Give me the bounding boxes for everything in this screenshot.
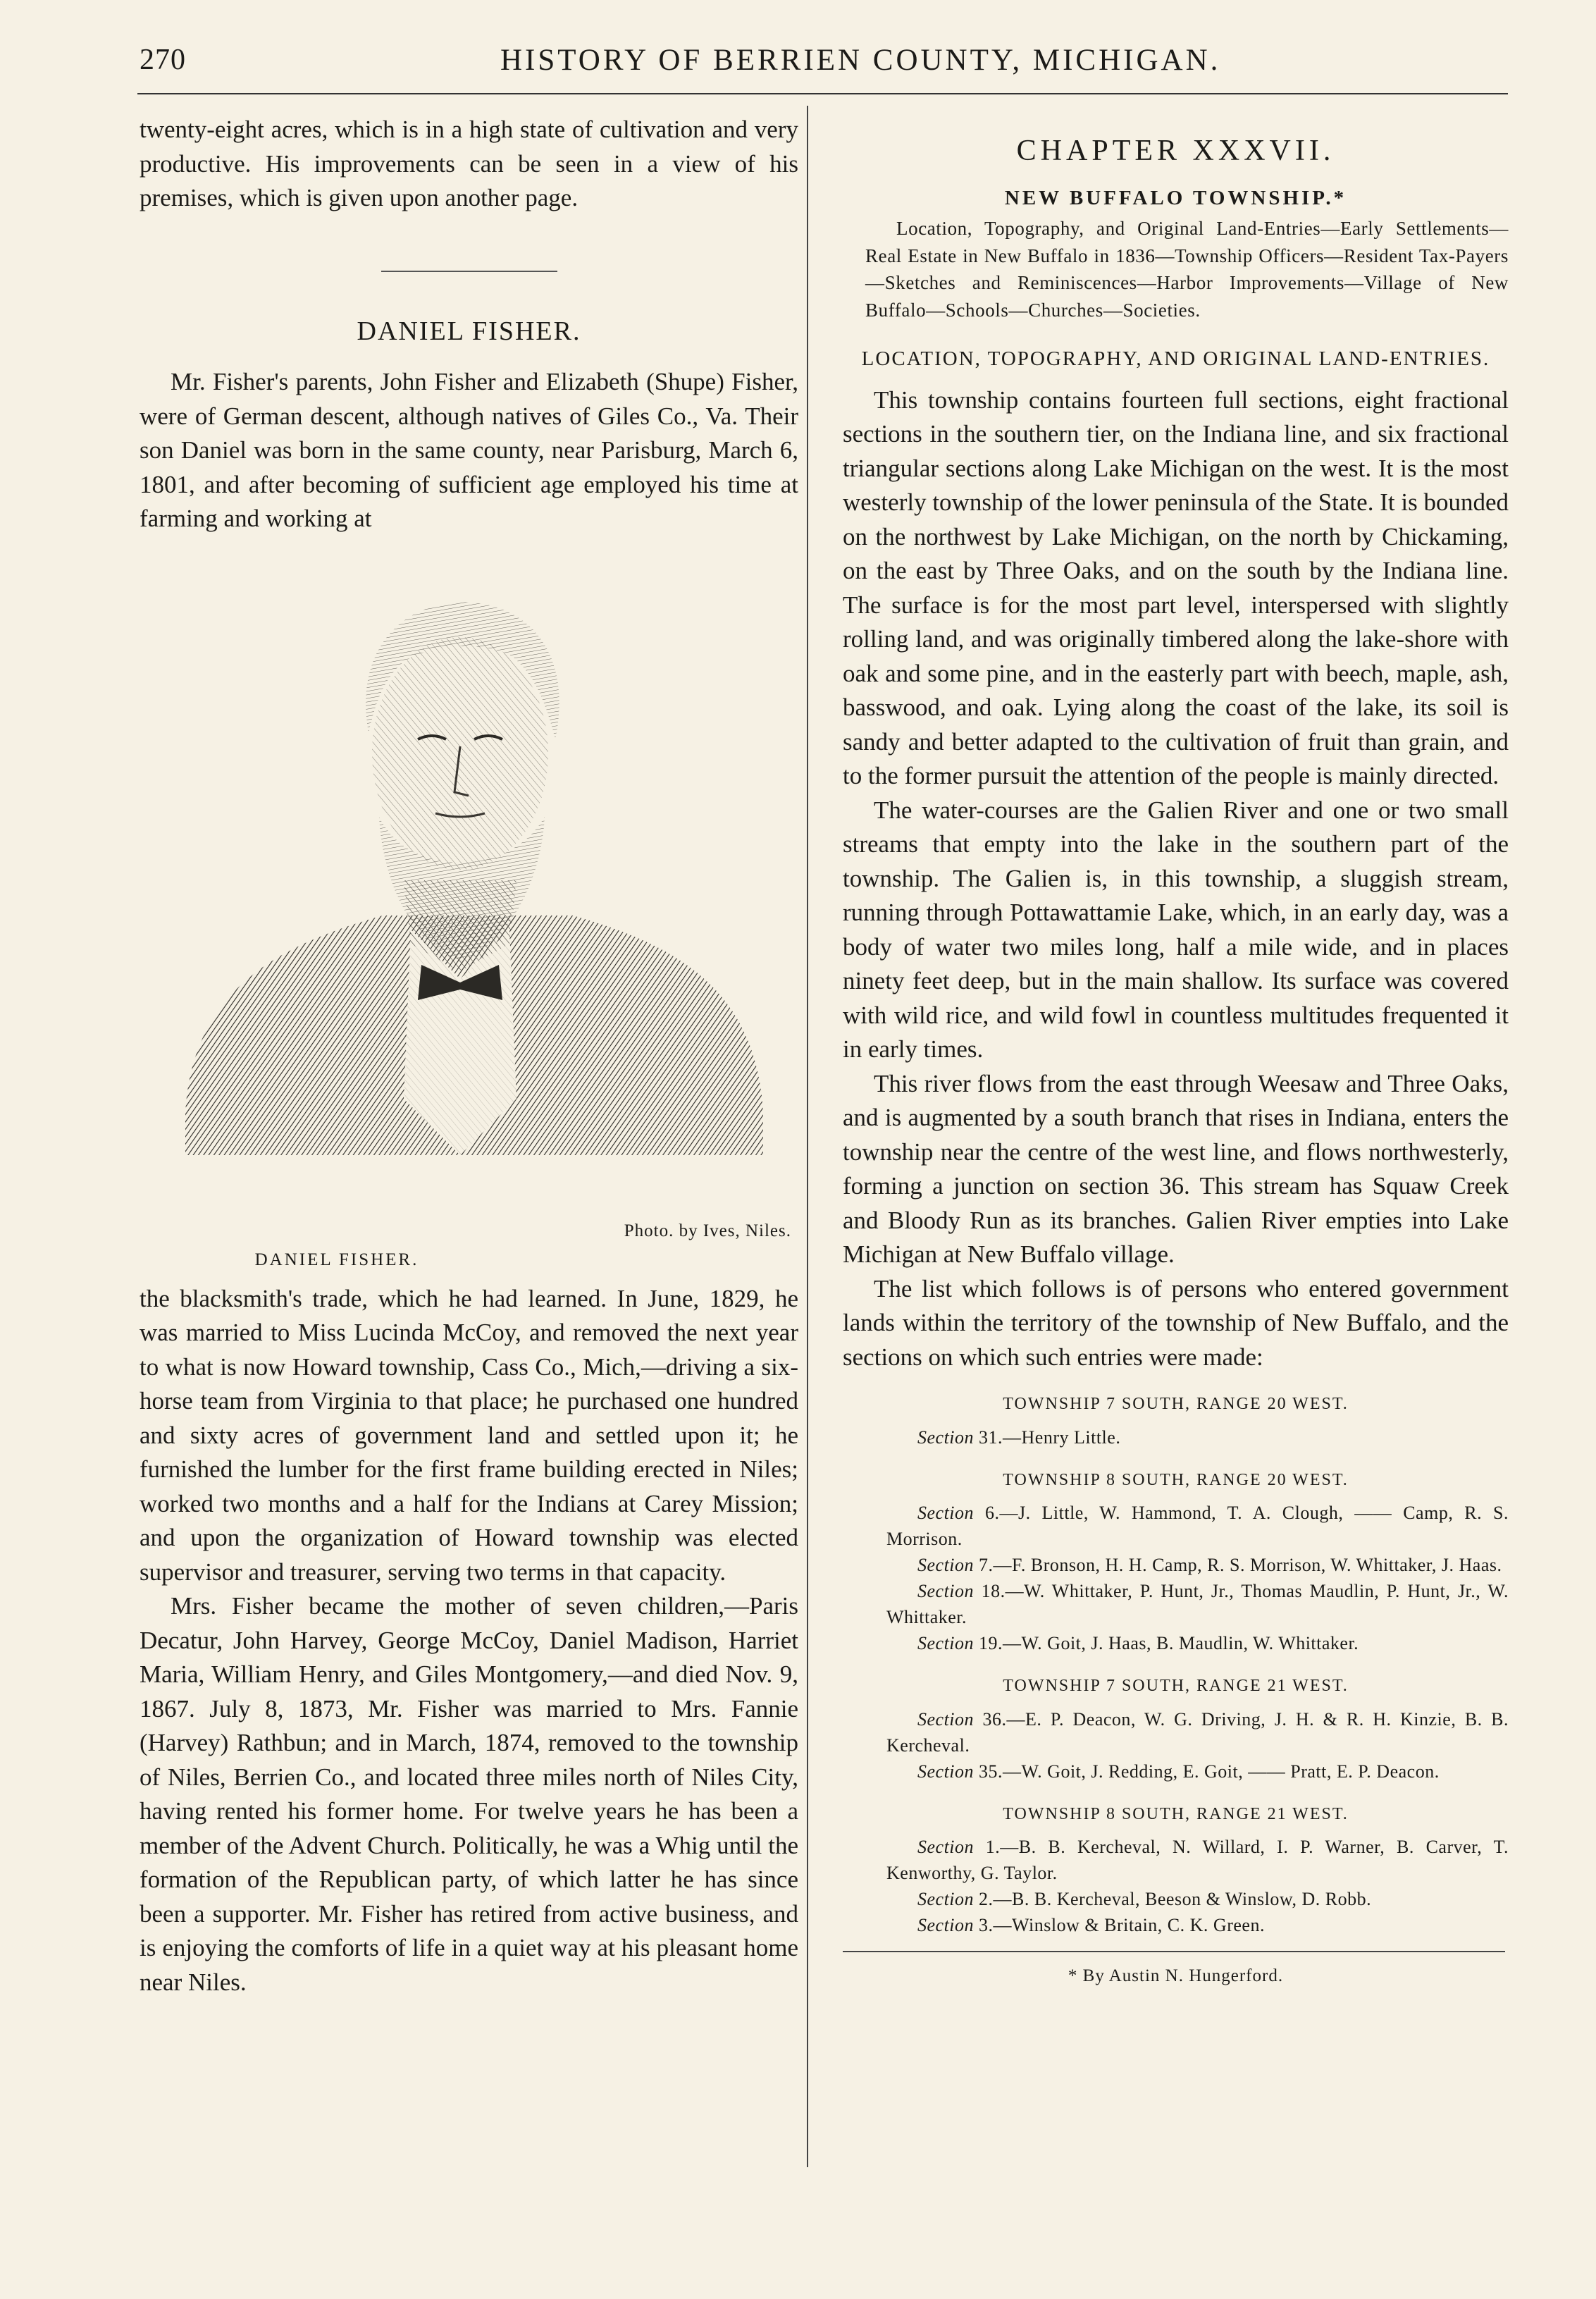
land-group-heading: TOWNSHIP 8 SOUTH, RANGE 20 WEST.	[1003, 1470, 1349, 1489]
portrait-engraving	[178, 549, 770, 1226]
land-group-heading: TOWNSHIP 7 SOUTH, RANGE 21 WEST.	[1003, 1677, 1349, 1695]
footnote-rule	[843, 1951, 1505, 1952]
land-group-heading: TOWNSHIP 8 SOUTH, RANGE 21 WEST.	[1003, 1804, 1349, 1823]
land-entry	[843, 1578, 1509, 1630]
land-entry	[843, 1424, 1509, 1450]
header-rule	[137, 93, 1508, 94]
column-divider	[807, 106, 808, 2167]
land-entry	[843, 1912, 1509, 1938]
entry-text: 7.—F. Bronson, H. H. Camp, R. S. Morrison, W. Whittaker, J. Haas.	[979, 1555, 1502, 1575]
running-title: HISTORY OF BERRIEN COUNTY, MICHIGAN.	[500, 44, 1221, 77]
entry-section-label: Section	[917, 1581, 975, 1601]
land-entry	[843, 1886, 1509, 1912]
section-divider	[381, 271, 557, 272]
entry-text: 31.—Henry Little.	[979, 1426, 1121, 1448]
entry-section-label: Section	[917, 1426, 975, 1448]
left-column	[140, 113, 798, 1999]
entry-section-label: Section	[917, 1633, 975, 1653]
chapter-paragraph-2: The water-courses are the Galien River and one or two small streams that empty into the lake in the southern part of the township. The Galien is, in this township, a sluggish stream, running through Pottawattamie Lake, which, in an early day, was a body of water two miles long, half a mile wide, and in places ninety feet deep, but in the main shallow. Its surface was covered with wild rice, and wild fowl in countless multitudes frequented it in early times.	[843, 796, 1509, 1063]
right-column	[843, 113, 1509, 1994]
land-entry	[843, 1758, 1509, 1785]
portrait-caption: DANIEL FISHER.	[254, 1250, 419, 1269]
entry-text: 2.—B. B. Kercheval, Beeson & Winslow, D. Robb.	[979, 1889, 1372, 1909]
entry-section-label: Section	[917, 1555, 975, 1575]
photo-credit: Photo. by Ives, Niles.	[624, 1221, 791, 1240]
entry-text: 19.—W. Goit, J. Haas, B. Maudlin, W. Whittaker.	[979, 1633, 1359, 1653]
entry-text: 6.—J. Little, W. Hammond, T. A. Clough, —— Camp, R. S. Morrison.	[886, 1503, 1509, 1549]
biography-heading: DANIEL FISHER.	[357, 316, 581, 346]
biography-paragraph-2: the blacksmith's trade, which he had learned. In June, 1829, he was married to Miss Lucinda McCoy, and removed the next year to what is now Howard township, Cass Co., Mich,—driving a six-horse team from Virginia to that place; he purchased one hundred and sixty acres of government land and settled upon it; he furnished the lumber for the first frame building erected in Niles; worked two months and a half for the Indians at Carey Mission; and upon the organization of Howard township was elected supervisor and treasurer, serving two terms in that capacity.	[140, 1284, 798, 1586]
entry-section-label: Section	[917, 1889, 975, 1909]
entry-text: 18.—W. Whittaker, P. Hunt, Jr., Thomas Maudlin, P. Hunt, Jr., W. Whittaker.	[886, 1581, 1509, 1627]
biography-paragraph-3: Mrs. Fisher became the mother of seven children,—Paris Decatur, John Harvey, George McCoy, Daniel Madison, Harriet Maria, William Henry, and Giles Montgomery,—and died Nov. 9, 1867. July 8, 1873, Mr. Fisher was married to Mrs. Fannie (Harvey) Rathbun; and in March, 1874, removed to the township of Niles, Berrien Co., and located three miles north of Niles City, having rented his former home. For twelve years he has been a member of the Advent Church. Politically, he was a Whig until the formation of the Republican party, of which latter he has since been a supporter. Mr. Fisher has retired from active business, and is enjoying the comforts of life in a quiet way at his pleasant home near Niles.	[140, 1592, 798, 1996]
chapter-synopsis: Location, Topography, and Original Land-Entries—Early Settlements—Real Estate in New Buffalo in 1836—Township Officers—Resident Tax-Payers—Sketches and Reminiscences—Harbor Improvements—Village of New Buffalo—Schools—Churches—Societies.	[865, 218, 1509, 321]
entry-text: 35.—W. Goit, J. Redding, E. Goit, —— Pratt, E. P. Deacon.	[979, 1761, 1440, 1782]
chapter-subtitle: NEW BUFFALO TOWNSHIP.*	[1004, 186, 1347, 209]
land-entry	[843, 1706, 1509, 1758]
entry-section-label: Section	[917, 1915, 975, 1935]
entry-text: 36.—E. P. Deacon, W. G. Driving, J. H. & R. H. Kinzie, B. B. Kercheval.	[886, 1708, 1509, 1756]
chapter-paragraph-3: This river flows from the east through Weesaw and Three Oaks, and is augmented by a south branch that rises in Indiana, enters the township near the centre of the west line, and flows northwesterly, forming a junction on section 36. This stream has Squaw Creek and Bloody Run as its branches. Galien River empties into Lake Michigan at New Buffalo village.	[843, 1069, 1509, 1268]
land-entry	[843, 1552, 1509, 1578]
chapter-paragraph-4: The list which follows is of persons who entered government lands within the territory of the township of New Buffalo, and the sections on which such entries were made:	[843, 1274, 1509, 1371]
page-header	[120, 39, 1508, 88]
entry-section-label: Section	[917, 1503, 975, 1523]
chapter-title: CHAPTER XXXVII.	[1016, 135, 1335, 167]
land-entries	[843, 1387, 1509, 1938]
land-entry	[843, 1630, 1509, 1656]
land-entry	[843, 1834, 1509, 1886]
biography-paragraph-1: Mr. Fisher's parents, John Fisher and Elizabeth (Shupe) Fisher, were of German descent, although natives of Giles Co., Va. Their son Daniel was born in the same county, near Parisburg, March 6, 1801, and after becoming of sufficient age employed his time at farming and working at	[140, 368, 798, 532]
entry-text: 1.—B. B. Kercheval, N. Willard, I. P. Warner, B. Carver, T. Kenworthy, G. Taylor.	[886, 1837, 1509, 1883]
entry-section-label: Section	[917, 1761, 975, 1782]
page-number: 270	[140, 44, 186, 76]
section-heading: LOCATION, TOPOGRAPHY, AND ORIGINAL LAND-ENTRIES.	[861, 347, 1490, 370]
land-group-heading: TOWNSHIP 7 SOUTH, RANGE 20 WEST.	[1003, 1395, 1349, 1413]
footnote: * By Austin N. Hungerford.	[1068, 1966, 1284, 1985]
land-entry	[843, 1500, 1509, 1552]
entry-text: 3.—Winslow & Britain, C. K. Green.	[979, 1915, 1265, 1935]
portrait-figure	[140, 549, 798, 1282]
chapter-paragraph-1: This township contains fourteen full sections, eight fractional sections in the southern tier, on the Indiana line, and six fractional triangular sections along Lake Michigan on the west. It is the most westerly township of the lower peninsula of the State. It is bounded on the northwest by Lake Michigan, on the north by Chickaming, on the east by Three Oaks, and on the south by the Indiana line. The surface is for the most part level, interspersed with slightly rolling land, and was originally timbered along the lake-shore with oak and some pine, and in the easterly part with beech, maple, ash, basswood, and oak. Lying along the coast of the lake, its soil is sandy and better adapted to the cultivation of fruit than grain, and to the former pursuit the attention of the people is mainly directed.	[843, 386, 1509, 789]
intro-paragraph: twenty-eight acres, which is in a high state of cultivation and very productive. His improvements can be seen in a view of his premises, which is given upon another page.	[140, 116, 798, 211]
entry-section-label: Section	[917, 1837, 975, 1857]
entry-section-label: Section	[917, 1708, 975, 1730]
